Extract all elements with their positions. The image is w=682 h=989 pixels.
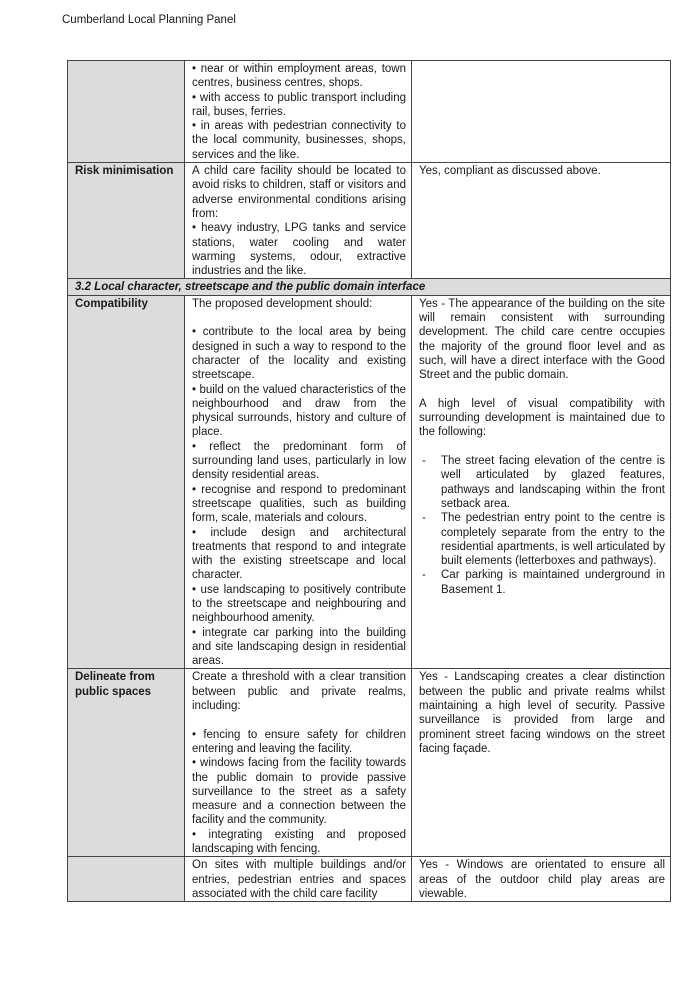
requirement-bullet: • reflect the predominant form of surrounding land uses, particularly in low density residential areas. <box>192 440 406 482</box>
requirement-cell <box>185 295 412 669</box>
criterion-cell <box>68 61 185 163</box>
compliance-text: Yes - The appearance of the building on the site will remain consistent with surrounding development. The child care centre occupies the majority of the ground floor level and as such, will have a direct interface with the Good Street and the public domain. <box>419 297 665 382</box>
compliance-text: Yes - Windows are orientated to ensure all areas of the outdoor child play areas are viewable. <box>419 859 665 900</box>
table-row <box>68 857 671 902</box>
requirement-bullet: • recognise and respond to predominant streetscape qualities, such as building form, scale, materials and colours. <box>192 483 406 525</box>
table-row <box>68 295 671 669</box>
requirement-cell <box>185 669 412 857</box>
requirement-text: On sites with multiple buildings and/or entries, pedestrian entries and spaces associated with the child care facility <box>192 859 406 900</box>
compliance-cell <box>412 295 671 669</box>
requirement-bullet: • use landscaping to positively contribute to the streetscape and neighbouring and neighbourhood amenity. <box>192 583 406 625</box>
requirement-bullet: • integrate car parking into the building and site landscaping design in residential areas. <box>192 626 406 668</box>
table-row <box>68 669 671 857</box>
list-item: - The street facing elevation of the centre is well articulated by glazed features, pathways and landscaping within the front setback area. <box>419 454 665 511</box>
compliance-cell <box>412 669 671 857</box>
list-item: - Car parking is maintained underground in Basement 1. <box>419 568 665 597</box>
requirement-bullet: • integrating existing and proposed landscaping with fencing. <box>192 828 406 856</box>
requirement-text: • heavy industry, LPG tanks and service stations, water cooling and water warming systems, odour, extractive industries and the like. <box>192 222 406 278</box>
compliance-cell <box>412 163 671 279</box>
requirement-text: • with access to public transport including rail, buses, ferries. <box>192 91 406 118</box>
table-row <box>68 61 671 163</box>
criterion-cell: Delineate from public spaces <box>68 669 185 857</box>
requirement-bullet: • contribute to the local area by being designed in such a way to respond to the character of the locality and existing streetscape. <box>192 326 406 382</box>
requirement-bullet: • fencing to ensure safety for children entering and leaving the facility. <box>192 728 406 755</box>
compliance-text: Yes, compliant as discussed above. <box>419 165 601 178</box>
list-item: - The pedestrian entry point to the centre is completely separate from the entry to the residential apartments, is well articulated by built elements (letterboxes and pathways). <box>419 511 665 568</box>
compliance-list <box>419 454 665 597</box>
requirement-text: • near or within employment areas, town centres, business centres, shops. <box>192 63 406 90</box>
requirement-bullet: • windows facing from the facility towards the public domain to provide passive surveillance to the street as a safety measure and a connection between the facility and the community. <box>192 757 406 827</box>
requirement-intro: Create a threshold with a clear transition between public and private realms, including: <box>192 671 406 713</box>
requirement-cell <box>185 163 412 279</box>
compliance-text: A high level of visual compatibility with surrounding development is maintained due to the following: <box>419 397 665 439</box>
requirement-bullet: • include design and architectural treatments that respond to and integrate with the existing streetscape and local character. <box>192 526 406 582</box>
requirement-cell <box>185 857 412 902</box>
compliance-text: Yes - Landscaping creates a clear distinction between the public and private realms whilst maintaining a high level of security. Passive surveillance is provided from large and prominent street facing windows on the street facing façade. <box>419 671 665 755</box>
requirement-text: • in areas with pedestrian connectivity to the local community, businesses, shops, services and the like. <box>192 120 406 161</box>
table-row <box>68 163 671 279</box>
section-heading: 3.2 Local character, streetscape and the public domain interface <box>68 279 671 295</box>
requirement-cell <box>185 61 412 163</box>
requirement-intro: The proposed development should: <box>192 297 373 310</box>
page-header: Cumberland Local Planning Panel <box>62 14 236 26</box>
requirement-bullet: • build on the valued characteristics of the neighbourhood and draw from the physical surrounds, history and culture of place. <box>192 383 406 439</box>
criterion-cell <box>68 857 185 902</box>
criterion-cell: Risk minimisation <box>68 163 185 279</box>
criterion-cell: Compatibility <box>68 295 185 669</box>
compliance-cell <box>412 61 671 163</box>
section-row <box>68 279 671 295</box>
requirement-text: A child care facility should be located to avoid risks to children, staff or visitors and adverse environmental conditions arising from: <box>192 165 406 220</box>
compliance-cell <box>412 857 671 902</box>
planning-compliance-table <box>67 60 671 902</box>
